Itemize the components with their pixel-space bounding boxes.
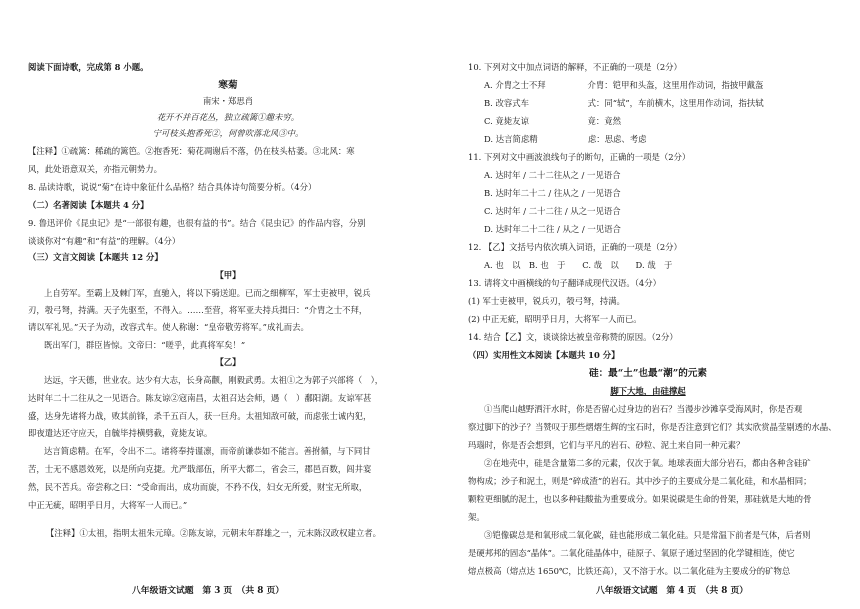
left-page-line: 【注释】①太祖，指明太祖朱元璋。②陈友谅，元朝末年群雄之一，元末陈汉政权建立者。 xyxy=(46,528,381,538)
left-page-line: 花开不并百花丛，独立疏篱①趣未穷。 xyxy=(156,112,300,122)
right-page-line: 13. 请将文中画横线的句子翻译成现代汉语。（4分） xyxy=(468,278,661,288)
left-page-line: 风，此处语意双关，亦指元朝势力。 xyxy=(28,164,162,174)
right-page xyxy=(468,0,860,609)
left-page-line: 宁可枝头抱香死②，何曾吹落北风③中。 xyxy=(152,128,304,138)
right-page-line: 脚下大地，由硅撑起 xyxy=(610,386,686,396)
left-page-line: 苦，士无不感恩效死，以是所向克捷。尤严戢部伍，所平大都二，省会三，郡邑百数，闾井宴 xyxy=(28,464,372,474)
right-page-line: 颗粒更细腻的泥土，也以多种硅酸盐为重要成分。如果说碳是生命的骨架，那硅就是大地的骨 xyxy=(468,494,812,504)
right-page-line: A. 也 以 B. 也 于 C. 哉 以 D. 哉 于 xyxy=(484,260,673,270)
right-page-line: 察过脚下的沙子？当赞叹于那些熠熠生辉的宝石时，你是否注意到它们？其实欣赏晶莹剔透的水晶、 xyxy=(468,422,837,432)
right-page-line: B. 改容式车 式：同“轼”，车前横木，这里用作动词，指扶轼 xyxy=(484,98,764,108)
left-page xyxy=(28,0,436,609)
right-page-line: 玛瑙时，你是否会想到，它们与平凡的岩石、砂粒、泥土来自同一种元素？ xyxy=(468,440,745,450)
left-page-line: 【甲】 xyxy=(215,270,241,280)
right-page-line: ①当爬山越野洒汗水时，你是否留心过身边的岩石？当漫步沙滩享受海风时，你是否观 xyxy=(484,404,803,414)
left-page-line: （二）名著阅读【本题共 4 分】 xyxy=(28,200,149,210)
right-page-line: (1) 军士吏被甲，锐兵刃，彀弓弩，持满。 xyxy=(468,296,625,306)
left-page-line: 请以军礼见。”天子为动，改容式车。使人称谢：“皇帝敬劳将军。”成礼而去。 xyxy=(28,322,309,332)
right-page-line: （四）实用性文本阅读【本题共 10 分】 xyxy=(468,350,620,360)
left-page-line: 达时年二十二往从之一见语合。陈友谅②寇南昌，太祖召达会师，遇（ ）鄱阳湖。友谅军甚 xyxy=(28,393,372,403)
right-page-line: C. 竟毙友谅 竟：竟然 xyxy=(484,116,622,126)
right-page-line: ③铠像碳总是和氧形成二氧化碳，硅也能形成二氧化硅。只是常温下前者是气体，后者则 xyxy=(484,530,811,540)
left-page-line: 达言简虑精。在军，令出不二。诸将奉持谨凛，而帝前谦恭如不能言。善拊循，与下同甘 xyxy=(44,446,371,456)
right-page-line: 14. 结合【乙】文，谈谈徐达被皇帝称赞的原因。（2分） xyxy=(468,332,678,342)
right-page-line: D. 达时年二十二往 / 从之 / 一见语合 xyxy=(484,224,621,234)
right-page-line: 12. 【乙】文括号内依次填入词语，正确的一项是（2分） xyxy=(468,242,682,252)
right-page-line: A. 介胄之士不拜 介胄：铠甲和头盔，这里用作动词，指披甲戴盔 xyxy=(484,80,764,90)
right-page-line: C. 达时年 / 二十二往 / 从之一见语合 xyxy=(484,206,621,216)
left-page-footer: 八年级语文试题 第 3 页 （共 8 页） xyxy=(132,586,285,596)
left-page-line: 然，民不苦兵。帝尝称之曰：“受命而出，成功而旋，不矜不伐，妇女无所爱，财宝无所取， xyxy=(28,482,368,492)
right-page-line: 是硬邦邦的固态“晶体”。二氧化硅晶体中，硅原子、氧原子通过坚固的化学键相连，使它 xyxy=(468,548,795,558)
left-page-line: 上自劳军。至霸上及棘门军，直驰入，将以下骑送迎。已而之细柳军，军士吏被甲，锐兵 xyxy=(44,288,371,298)
left-page-line: 阅读下面诗歌，完成第 8 小题。 xyxy=(28,62,149,72)
left-page-line: （三）文言文阅读【本题共 12 分】 xyxy=(28,252,163,262)
right-page-line: ②在地壳中，硅是含量第二多的元素，仅次于氧。地球表面大部分岩石，都由各种含硅矿 xyxy=(484,458,811,468)
right-page-line: (2) 中正无疵，昭明乎日月，大将军一人而已。 xyxy=(468,314,642,324)
left-page-line: 中正无疵，昭明乎日月，大将军一人而已。” xyxy=(28,500,188,510)
right-page-line: 11. 下列对文中画波浪线句子的断句，正确的一项是（2分） xyxy=(468,152,691,162)
left-page-line: 9. 鲁迅评价《昆虫记》是“一部很有趣，也很有益的书”。结合《昆虫记》的作品内容，分别 xyxy=(28,218,366,228)
right-page-line: 熔点极高（熔点达 1650℃，比铁还高），又不溶于水。以二氧化硅为主要成分的矿物总 xyxy=(468,566,791,576)
left-page-line: 8. 品读诗歌，说说“菊”在诗中象征什么品格？结合具体诗句简要分析。（4分） xyxy=(28,182,317,192)
right-page-line: B. 达时年二十二 / 往从之 / 一见语合 xyxy=(484,188,621,198)
right-page-line: A. 达时年 / 二十二往从之 / 一见语合 xyxy=(484,170,621,180)
right-page-footer: 八年级语文试题 第 4 页 （共 8 页） xyxy=(596,586,749,596)
left-page-line: 既出军门，群臣皆惊。文帝曰：“嗟乎，此真将军矣！” xyxy=(44,340,246,350)
left-page-line: 【注释】①疏篱：稀疏的篱笆。②抱香死：菊花凋谢后不落，仍在枝头枯萎。③北风：寒 xyxy=(28,146,355,156)
left-page-line: 即夜遣达还守应天，自毓毕持横劈截，竟毙友谅。 xyxy=(28,428,213,438)
left-page-line: 盛，达身先诸将力战，败其前锋，杀千五百人，获一巨舟。太祖知敌可破，而虑张士诚内犯， xyxy=(28,411,372,421)
right-page-line: 10. 下列对文中加点词语的解释，不正确的一项是（2分） xyxy=(468,62,682,72)
right-page-line: 硅：最“土”也最“潮”的元素 xyxy=(588,368,707,379)
left-page-line: 谈谈你对“有趣”和“有益”的理解。（4分） xyxy=(28,236,181,246)
right-page-line: 架。 xyxy=(468,512,485,522)
right-page-line: D. 达言简虑精 虑：思虑、考虑 xyxy=(484,134,647,144)
left-page-line: 【乙】 xyxy=(215,357,241,367)
left-page-line: 刃，彀弓弩，持满。天子先驱至，不得入。……至营，将军亚夫持兵揖曰：“介胄之士不拜， xyxy=(28,305,368,315)
left-page-line: 寒菊 xyxy=(218,80,238,91)
right-page-line: 物构成；沙子和泥土，则是“碎成渣”的岩石。其中沙子的主要成分是二氧化硅，和水晶相同； xyxy=(468,476,812,486)
left-page-line: 达远，字天德，世业农。达少有大志，长身高颧，刚毅武勇。太祖①之为郭子兴部将（ ）， xyxy=(44,375,384,385)
left-page-line: 南宋・郑思肖 xyxy=(202,96,254,106)
